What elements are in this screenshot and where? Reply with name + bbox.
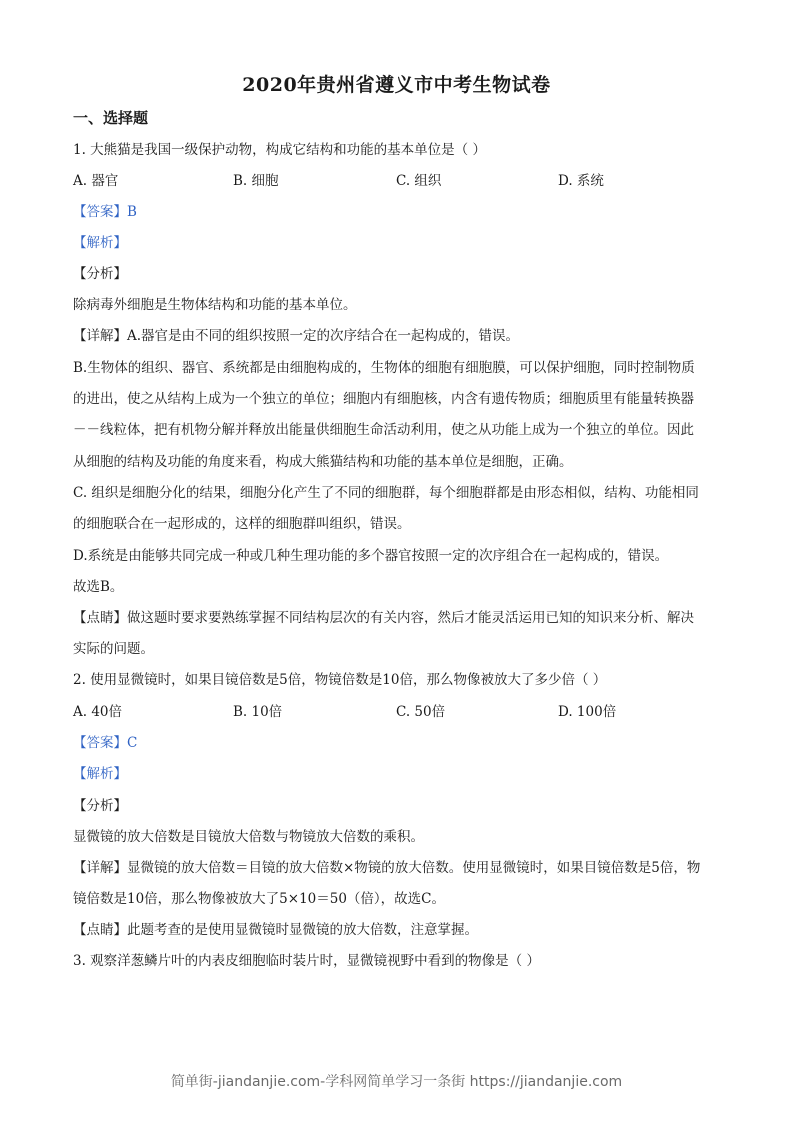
section-heading: 一、选择题 [73,109,149,127]
q1-analysis-tag: 【解析】 [73,235,127,251]
q1-answer: 【答案】B [73,204,137,220]
question-3-stem: 3. 观察洋葱鳞片叶的内表皮细胞临时装片时，显微镜视野中看到的物像是（ ） [73,953,540,969]
q1-option-b: B. 细胞 [233,173,279,189]
q2-option-c: C. 50倍 [396,704,446,720]
q1-detail-line: 的进出，使之从结构上成为一个独立的单位；细胞内有细胞核，内含有遗传物质；细胞质里有能量转换器 [73,391,694,407]
q1-detail-line: 的细胞联合在一起形成的，这样的细胞群叫组织，错误。 [73,516,411,532]
q1-option-c: C. 组织 [396,173,442,189]
q2-fenxi-text: 显微镜的放大倍数是目镜放大倍数与物镜放大倍数的乘积。 [73,829,424,845]
q2-dianjing-line: 【点睛】此题考查的是使用显微镜时显微镜的放大倍数，注意掌握。 [73,922,478,938]
q1-detail-line: 故选B。 [73,579,124,595]
q1-detail-line: D.系统是由能够共同完成一种或几种生理功能的多个器官按照一定的次序组合在一起构成的，错误。 [73,548,669,564]
question-1-stem: 1. 大熊猫是我国一级保护动物，构成它结构和功能的基本单位是（ ） [73,142,486,158]
q2-option-b: B. 10倍 [233,704,283,720]
q1-dianjing-line: 【点睛】做这题时要求要熟练掌握不同结构层次的有关内容，然后才能灵活运用已知的知识来分析、解决 [73,610,694,626]
page-title: 2020年贵州省遵义市中考生物试卷 [242,74,551,96]
q1-fenxi-text: 除病毒外细胞是生物体结构和功能的基本单位。 [73,297,357,313]
q1-fenxi-tag: 【分析】 [73,266,127,282]
q2-fenxi-tag: 【分析】 [73,798,127,814]
q2-detail-line: 镜倍数是10倍，那么物像被放大了5×10＝50（倍），故选C。 [73,891,446,907]
question-2-stem: 2. 使用显微镜时，如果目镜倍数是5倍，物镜倍数是10倍，那么物像被放大了多少倍（ ） [73,672,607,688]
q1-option-a: A. 器官 [73,173,119,189]
q1-detail-line: 从细胞的结构及功能的角度来看，构成大熊猫结构和功能的基本单位是细胞，正确。 [73,454,573,470]
q1-option-d: D. 系统 [558,173,604,189]
q2-option-d: D. 100倍 [558,704,617,720]
q1-detail-line: C. 组织是细胞分化的结果，细胞分化产生了不同的细胞群，每个细胞群都是由形态相似，结构、功能相同 [73,485,699,501]
q2-option-a: A. 40倍 [73,704,123,720]
q1-detail-line: B.生物体的组织、器官、系统都是由细胞构成的，生物体的细胞有细胞膜，可以保护细胞，同时控制物质 [73,360,695,376]
q1-detail-line: －－线粒体，把有机物分解并释放出能量供细胞生命活动利用，使之从功能上成为一个独立的单位。因此 [73,422,694,438]
q1-dianjing-line: 实际的问题。 [73,641,154,657]
footer-watermark-link[interactable]: 简单街-jiandanjie.com-学科网简单学习一条街 https://jiandanjie.com [170,1074,623,1090]
q2-detail-line: 【详解】显微镜的放大倍数＝目镜的放大倍数×物镜的放大倍数。使用显微镜时，如果目镜倍数是5倍，物 [73,860,701,876]
q2-answer: 【答案】C [73,735,138,751]
q1-detail-line: 【详解】A.器官是由不同的组织按照一定的次序结合在一起构成的，错误。 [73,328,520,344]
q2-analysis-tag: 【解析】 [73,766,127,782]
